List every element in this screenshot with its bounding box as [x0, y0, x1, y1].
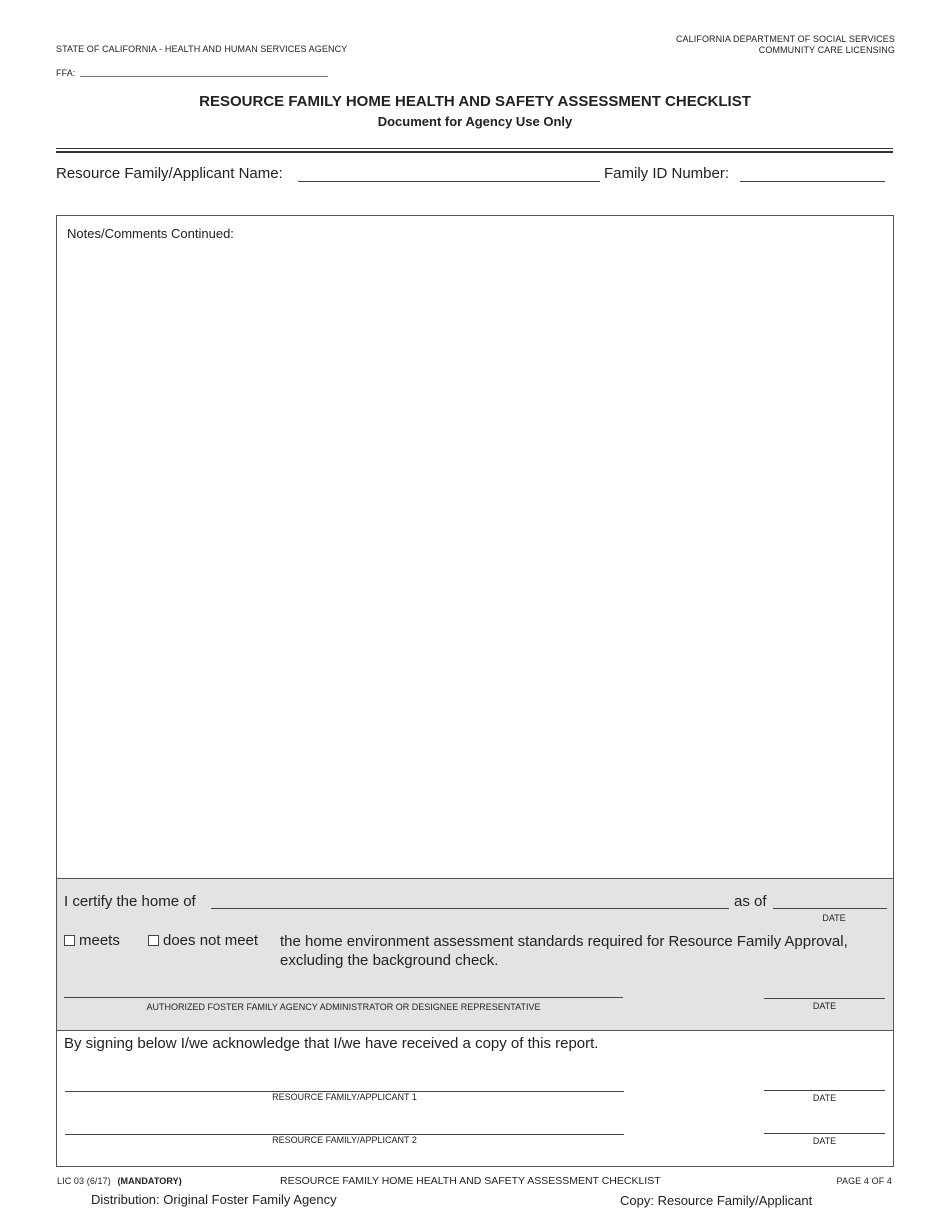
applicant2-date-line[interactable] — [764, 1133, 885, 1134]
applicant-name-label: Resource Family/Applicant Name: — [56, 165, 283, 182]
applicant1-date-caption: DATE — [812, 1093, 837, 1103]
form-number-text: LIC 03 (6/17) — [57, 1176, 111, 1186]
certification-statement-line1: the home environment assessment standards required for Resource Family Approval, — [280, 933, 848, 950]
certification-statement — [280, 932, 848, 970]
agency-right — [676, 34, 895, 56]
administrator-signature-caption: AUTHORIZED FOSTER FAMILY AGENCY ADMINISTRATOR OR DESIGNEE REPRESENTATIVE — [146, 1002, 541, 1012]
header-rule-top — [56, 148, 893, 149]
administrator-signature-line[interactable] — [64, 997, 623, 998]
form-number — [57, 1176, 182, 1186]
applicant-name-field[interactable] — [298, 165, 600, 182]
footer-title: RESOURCE FAMILY HOME HEALTH AND SAFETY ASSESSMENT CHECKLIST — [280, 1175, 661, 1187]
agency-right-line2: COMMUNITY CARE LICENSING — [758, 45, 895, 55]
ffa-field[interactable] — [80, 64, 328, 77]
applicant2-date-caption: DATE — [812, 1136, 837, 1146]
certify-label: I certify the home of — [64, 893, 196, 910]
does-not-meet-checkbox[interactable] — [148, 935, 159, 946]
applicant2-caption: RESOURCE FAMILY/APPLICANT 2 — [272, 1135, 417, 1145]
form-title: RESOURCE FAMILY HOME HEALTH AND SAFETY ASSESSMENT CHECKLIST — [199, 93, 751, 110]
meets-checkbox[interactable] — [64, 935, 75, 946]
family-id-label: Family ID Number: — [604, 165, 730, 182]
as-of-date-field[interactable] — [773, 892, 887, 909]
copy-text: Copy: Resource Family/Applicant — [620, 1193, 813, 1208]
mandatory-text: (MANDATORY) — [117, 1176, 182, 1186]
header-rule-bottom — [56, 151, 893, 153]
agency-right-line1: CALIFORNIA DEPARTMENT OF SOCIAL SERVICES — [675, 34, 895, 44]
as-of-date-caption: DATE — [822, 913, 846, 923]
agency-left: STATE OF CALIFORNIA - HEALTH AND HUMAN SERVICES AGENCY — [56, 44, 348, 54]
administrator-date-line[interactable] — [764, 998, 885, 999]
administrator-date-caption: DATE — [812, 1001, 837, 1011]
main-form-box — [56, 215, 894, 1167]
ffa-label: FFA: — [56, 68, 76, 78]
certify-home-field[interactable] — [211, 892, 729, 909]
acknowledgement-statement: By signing below I/we acknowledge that I/we have received a copy of this report. — [64, 1035, 599, 1052]
does-not-meet-label: does not meet — [163, 932, 259, 949]
applicant1-caption: RESOURCE FAMILY/APPLICANT 1 — [272, 1092, 417, 1102]
as-of-label: as of — [734, 893, 767, 910]
meets-label: meets — [79, 932, 120, 949]
notes-textarea[interactable] — [67, 246, 882, 871]
family-id-field[interactable] — [740, 165, 885, 182]
notes-label: Notes/Comments Continued: — [67, 226, 234, 241]
page-number: PAGE 4 OF 4 — [836, 1176, 892, 1186]
certification-section — [57, 878, 893, 1031]
certification-statement-line2: excluding the background check. — [280, 952, 499, 969]
applicant1-date-line[interactable] — [764, 1090, 885, 1091]
meets-option[interactable] — [64, 932, 120, 949]
form-subtitle: Document for Agency Use Only — [377, 114, 573, 129]
distribution-text: Distribution: Original Foster Family Agency — [91, 1192, 337, 1207]
does-not-meet-option[interactable] — [148, 932, 258, 949]
